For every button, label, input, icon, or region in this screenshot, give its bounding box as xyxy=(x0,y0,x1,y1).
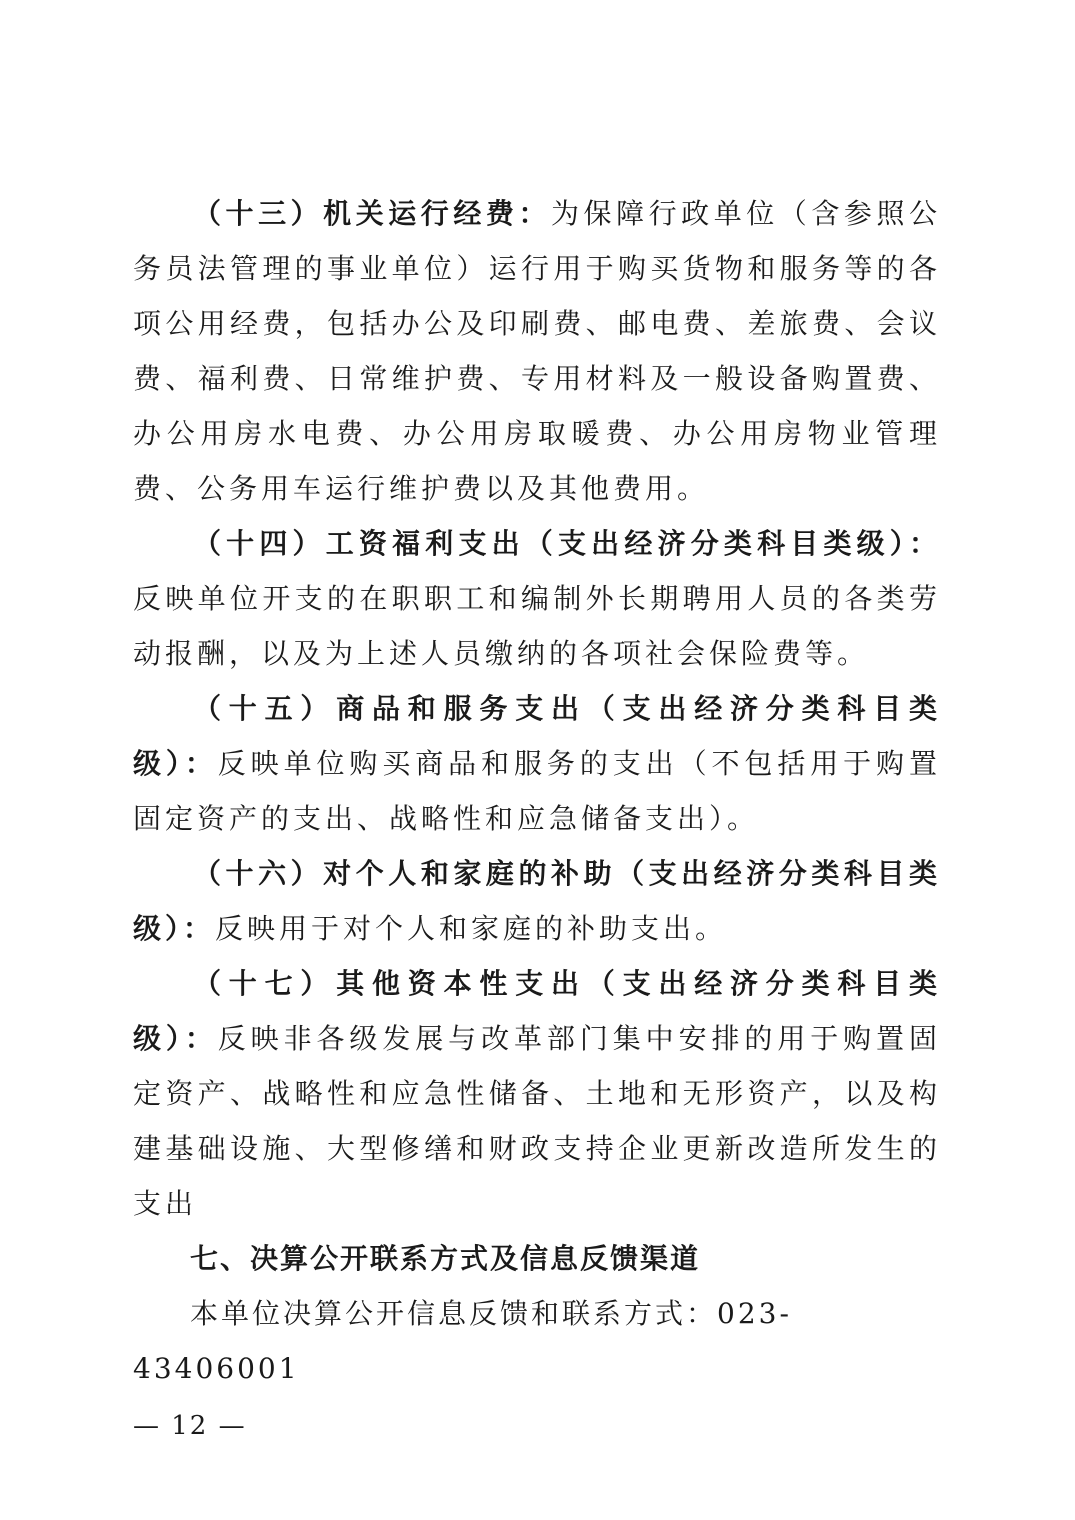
definition-text-14: 反映单位开支的在职职工和编制外长期聘用人员的各类劳动报酬，以及为上述人员缴纳的各项社会保险费等。 xyxy=(133,582,941,670)
document-body xyxy=(133,186,941,1396)
contact-label: 本单位决算公开信息反馈和联系方式： xyxy=(190,1297,718,1330)
definition-term-15: （十五）商品和服务支出（支出经济分类科目类级）： xyxy=(133,692,941,780)
definition-text-16: 反映用于对个人和家庭的补助支出。 xyxy=(215,912,728,945)
page-number: — 12 — xyxy=(133,1411,247,1441)
definition-paragraph-15 xyxy=(133,681,941,846)
definition-text-15: 反映单位购买商品和服务的支出（不包括用于购置固定资产的支出、战略性和应急储备支出）。 xyxy=(133,747,941,835)
definition-text-13: 为保障行政单位（含参照公务员法管理的事业单位）运行用于购买货物和服务等的各项公用经费，包括办公及印刷费、邮电费、差旅费、会议费、福利费、日常维护费、专用材料及一般设备购置费、办公用房水电费、办公用房取暖费、办公用房物业管理费、公务用车运行维护费以及其他费用。 xyxy=(133,197,941,505)
definition-text-17: 反映非各级发展与改革部门集中安排的用于购置固定资产、战略性和应急性储备、土地和无形资产，以及构建基础设施、大型修缮和财政支持企业更新改造所发生的支出 xyxy=(133,1022,941,1220)
definition-term-13: （十三）机关运行经费： xyxy=(193,197,551,230)
section-heading: 七、决算公开联系方式及信息反馈渠道 xyxy=(190,1242,701,1275)
definition-paragraph-16 xyxy=(133,846,941,956)
definition-paragraph-17 xyxy=(133,956,941,1231)
definition-term-17: （十七）其他资本性支出（支出经济分类科目类级）： xyxy=(133,967,941,1055)
definition-term-14: （十四）工资福利支出（支出经济分类科目类级）： xyxy=(193,527,941,560)
definition-term-16: （十六）对个人和家庭的补助（支出经济分类科目类级）： xyxy=(133,857,941,945)
definition-paragraph-14 xyxy=(133,516,941,681)
contact-line xyxy=(133,1286,941,1396)
contact-phone: 023-43406001 xyxy=(133,1297,792,1385)
definition-paragraph-13 xyxy=(133,186,941,516)
